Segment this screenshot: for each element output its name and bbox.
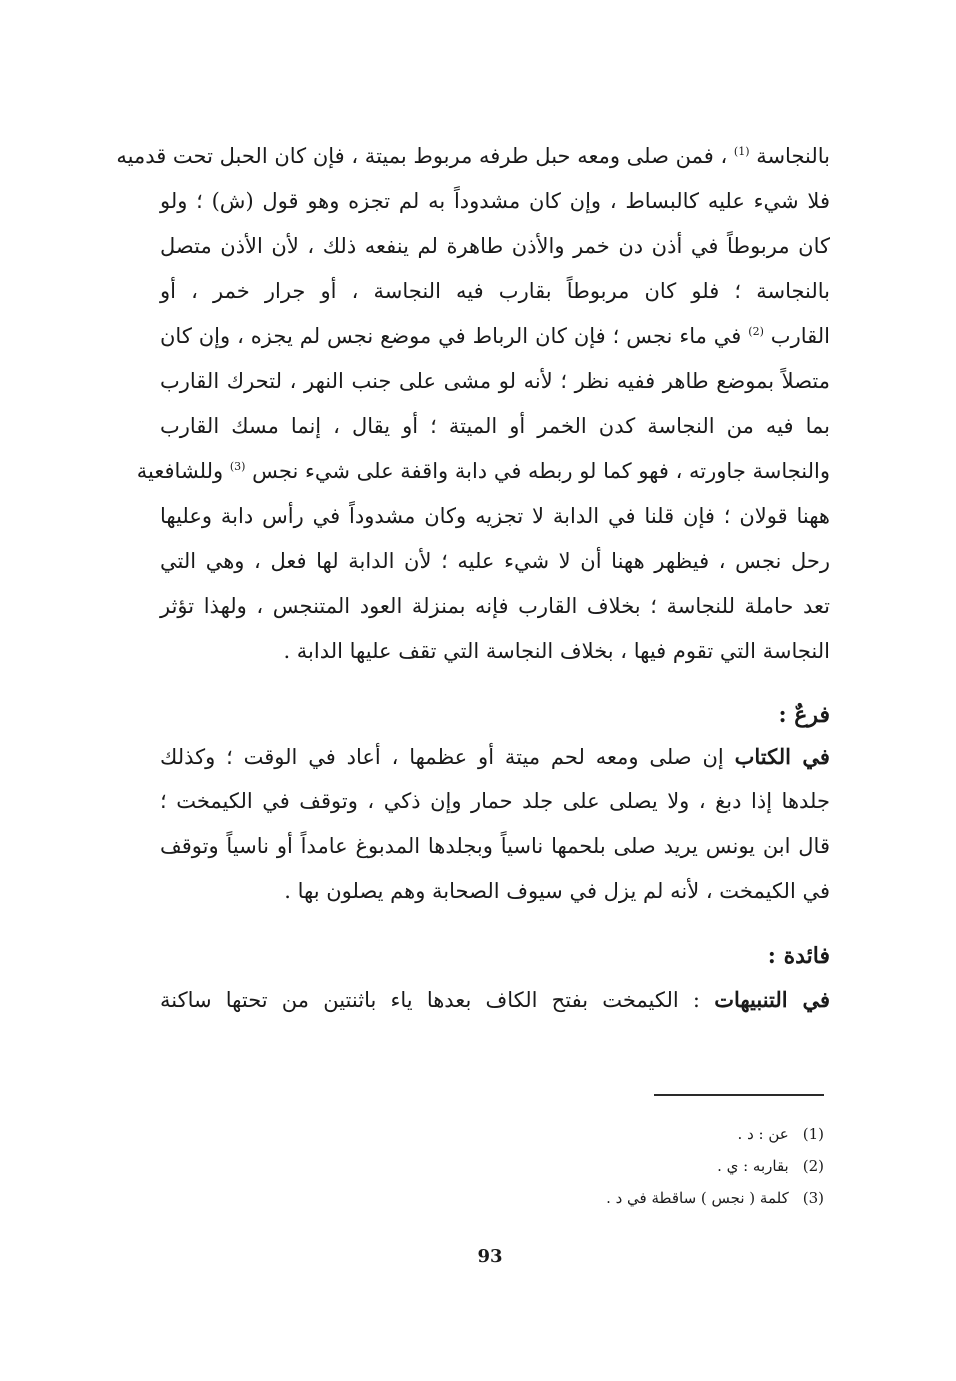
text-line: كان مربوطاً في أذن دن خمر والأذن طاهرة لم ينفعه ذلك ، لأن الأذن متصل [160, 234, 830, 258]
footnote [424, 1182, 824, 1214]
text-line: بالنجاسة $^{(1)}$ ، فمن صلى ومعه حبل طرفه مربوط بميتة ، فإن كان الحبل تحت قدميه [116, 144, 830, 168]
text-line: رحل نجس ، فيظهر ههنا أن لا شيء عليه ؛ لأن الدابة لها فعل ، وهي التي [160, 549, 830, 573]
text-line: ههنا قولان ؛ فإن قلنا في الدابة لا تجزيه وكان مشدوداً في رأس دابة وعليها [160, 504, 830, 528]
footnote-ref: (1) [733, 145, 750, 158]
footnote [424, 1150, 824, 1182]
text-line: متصلاً بموضع طاهر ففيه نظر ؛ لأنه لو مشى على جنب النهر ، لتحرك القارب [160, 369, 830, 393]
footnote-text: عن : د . [737, 1125, 789, 1143]
text-line: فلا شيء عليه كالبساط ، وإن كان مشدوداً به لم تجزه وهو قول (ش) ؛ ولو [160, 189, 830, 213]
text-line: النجاسة التي تقوم فيها ، بخلاف النجاسة التي تقف عليها الدابة . [283, 639, 830, 663]
section-heading-far: فرعٌ : [778, 702, 830, 728]
text-line: بما فيه من النجاسة كدن الخمر أو الميتة ؛ أو يقال ، إنما مسك القارب [160, 414, 830, 438]
footnote [424, 1118, 824, 1150]
text-line: قال ابن يونس يريد صلى بلحمها ناسياً وبجلدها المدبوغ عامداً أو ناسياً وتوقف [160, 834, 830, 858]
footnote-text: كلمة ( نجس ) ساقطة في د . [606, 1189, 789, 1207]
text-line: في الكتاب إن صلى ومعه لحم ميتة أو عظمها ، أعاد في الوقت ؛ وكذلك [160, 744, 830, 769]
paragraph-3 [160, 977, 830, 1022]
footnote-ref: (3) [229, 460, 246, 473]
text-line: في الكيمخت ، لأنه لم يزل في سيوف الصحابة وهم يصلون بها . [284, 879, 830, 903]
text-line: القارب $^{(2)}$ في ماء نجس ؛ فإن كان الرباط في موضع نجس لم يجزه ، وإن كان [160, 324, 830, 348]
paragraph-1 [116, 134, 830, 674]
footnote-separator [654, 1094, 824, 1096]
section-heading-faida: فائدة : [767, 943, 830, 969]
footnotes [424, 1118, 824, 1214]
source-label: في التنبيهات [714, 987, 830, 1012]
footnote-ref: (2) [748, 325, 764, 338]
footnote-number: (3) [802, 1189, 824, 1207]
text-line: في التنبيهات : الكيمخت بفتح الكاف بعدها ياء باثنتين من تحتها ساكنة [160, 987, 830, 1012]
text-line: جلدها إذا دبغ ، ولا يصلى على جلد حمار وإن ذكي ، وتوقف في الكيمخت ؛ [160, 789, 830, 813]
paragraph-2 [160, 734, 830, 914]
text-line: تعد حاملة للنجاسة ؛ بخلاف القارب فإنه بمنزلة العود المتنجس ، ولهذا تؤثر [160, 594, 830, 618]
text-line: بالنجاسة ؛ فلو كان مربوطاً بقارب فيه النجاسة ، أو جرار خمر ، أو [160, 279, 830, 303]
page-number: 93 [477, 1246, 503, 1267]
footnote-number: (2) [802, 1157, 824, 1175]
text-line: والنجاسة جاورته ، فهو كما لو ربطه في دابة واقفة على شيء نجس $^{(3)}$ وللشافعية [136, 459, 830, 483]
footnote-number: (1) [802, 1125, 824, 1143]
footnote-text: بقاربه : ي . [717, 1157, 789, 1175]
source-label: في الكتاب [734, 744, 830, 769]
